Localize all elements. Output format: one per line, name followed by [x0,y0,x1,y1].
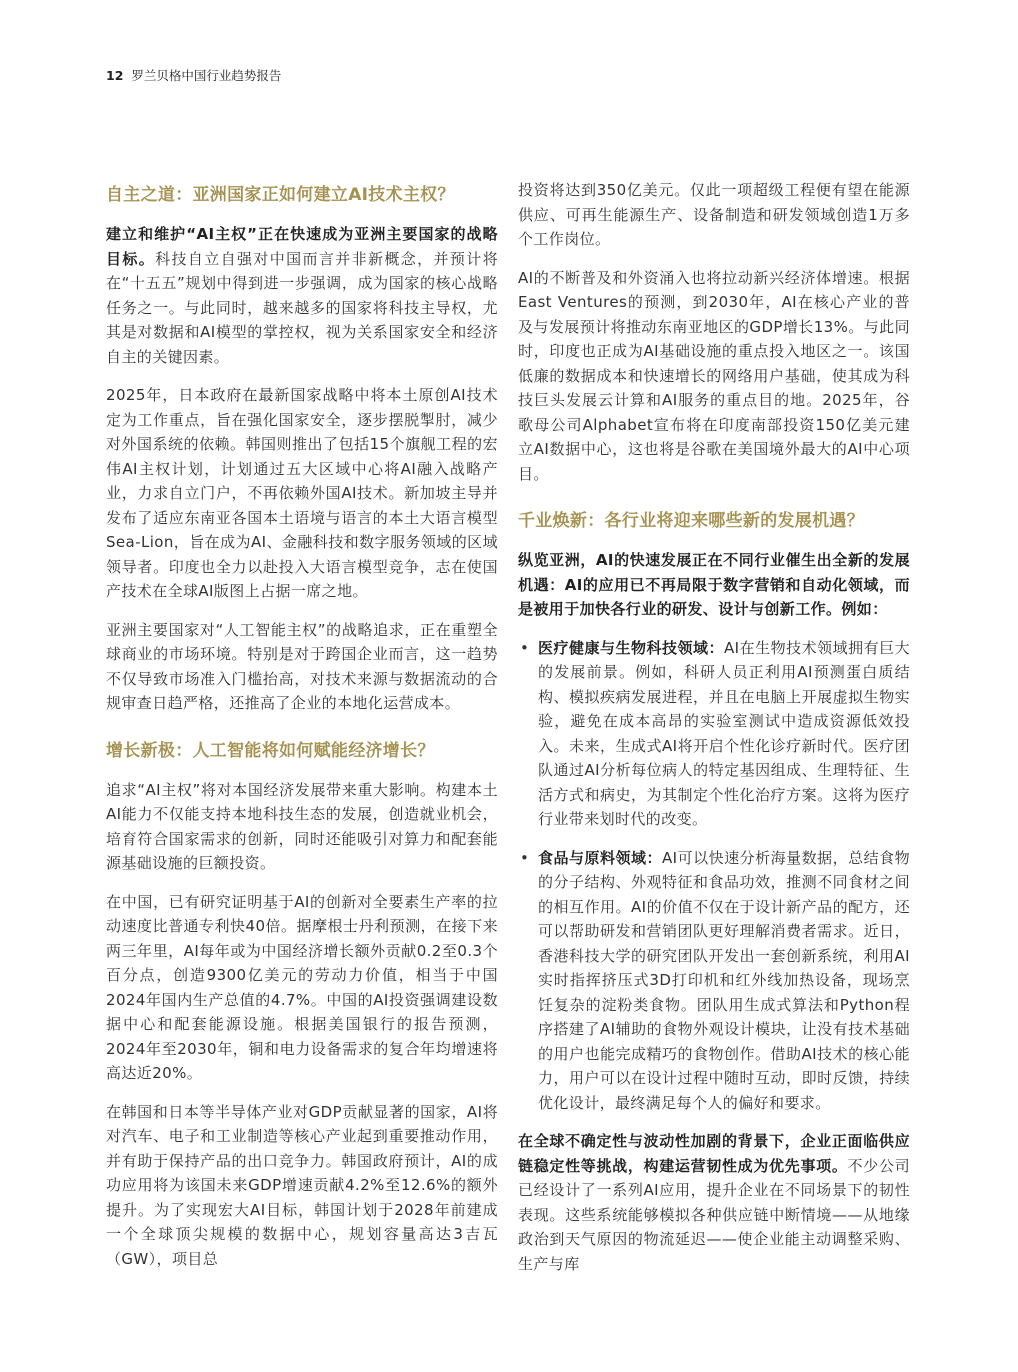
paragraph: 在韩国和日本等半导体产业对GDP贡献显著的国家，AI将对汽车、电子和工业制造等核心产业起到重要推动作用，并有助于保持产品的出口竞争力。韩国政府预计，AI的成功应用将为该国未来GDP增速贡献4.2%至12.6%的额外提升。为了实现宏大AI目标，韩国计划于2028年前建成一个全球顶尖规模的数据中心，规划容量高达3吉瓦（GW），项目总 [106,1102,498,1268]
bullet-icon: • [520,848,530,867]
paragraph: 在全球不确定性与波动性加剧的背景下，企业正面临供应链稳定性等挑战，构建运营韧性成为优先事项。不少公司已经设计了一系列AI应用，提升企业在不同场景下的韧性表现。这些系统能够模拟各种供应链中断情境——从地缘政治到天气原因的物流延迟——使企业能主动调整采购、生产与库 [518,1132,910,1273]
paragraph: AI的不断普及和外资涌入也将拉动新兴经济体增速。根据East Ventures的预测，到2030年，AI在核心产业的普及与发展预计将推动东南亚地区的GDP增长13%。与此同时，印度也正成为AI基础设施的重点投入地区之一。该国低廉的数据成本和快速增长的网络用户基础，使其成为科技巨头发展云计算和AI服务的重点目的地。2025年，谷歌母公司Alphabet宣布将在印度南部投资150亿美元建立AI数据中心，这也将是谷歌在美国境外最大的AI中心项目。 [518,268,910,483]
list-item-title: 医疗健康与生物科技领域： [538,638,724,657]
bullet-icon: • [520,638,530,657]
list-item-text: AI在生物技术领域拥有巨大的发展前景。例如，科研人员正利用AI预测蛋白质结构、模拟疾病发展进程，并且在电脑上开展虚拟生物实验，避免在成本高昂的实验室测试中造成资源低效投入。未来，生成式AI将开启个性化诊疗新时代。医疗团队通过AI分析每位病人的特定基因组成、生理特征、生活方式和病史，为其制定个性化治疗方案。这将为医疗行业带来划时代的改变。 [538,638,910,828]
list-item-title: 食品与原料领域： [538,848,662,867]
list-item [518,636,910,832]
paragraph-lead: 建立和维护“AI主权”正在快速成为亚洲主要国家的战略目标。 [106,225,498,268]
bullet-list [518,636,910,1116]
paragraph: 亚洲主要国家对“人工智能主权”的战略追求，正在重塑全球商业的市场环境。特别是对于跨国企业而言，这一趋势不仅导致市场准入门槛抬高，对技术来源与数据流动的合规审查日趋严格，还推高了企业的本地化运营成本。 [106,620,498,712]
section-heading-ai-sovereignty: 自主之道：亚洲国家正如何建立AI技术主权？ [106,185,455,205]
page-header [106,66,281,84]
paragraph: 投资将达到350亿美元。仅此一项超级工程便有望在能源供应、可再生能源生产、设备制造和研发领域创造1万多个工作岗位。 [518,181,910,248]
report-title: 罗兰贝格中国行业趋势报告 [131,68,282,83]
paragraph: 追求“AI主权”将对本国经济发展带来重大影响。构建本土AI能力不仅能支持本地科技生态的发展，创造就业机会，培育符合国家需求的创新，同时还能吸引对算力和配套能源基础设施的巨额投资。 [106,780,498,872]
page-number: 12 [106,68,124,83]
paragraph: 在中国，已有研究证明基于AI的创新对全要素生产率的拉动速度比普通专利快40倍。据摩根士丹利预测，在接下来两三年里，AI每年或为中国经济增长额外贡献0.2至0.3个百分点，创造9300亿美元的劳动力价值，相当于中国2024年国内生产总值的4.7%。中国的AI投资强调建设数据中心和配套能源设施。根据美国银行的报告预测，2024年至2030年，铜和电力设备需求的复合年均增速将高达近20%。 [106,892,498,1082]
paragraph-lead: 纵览亚洲，AI的快速发展正在不同行业催生出全新的发展机遇：AI的应用已不再局限于数字营销和自动化领域，而是被用于加快各行业的研发、设计与创新工作。例如： [518,551,910,618]
list-item-text: AI可以快速分析海量数据，总结食物的分子结构、外观特征和食品功效，推测不同食材之间的相互作用。AI的价值不仅在于设计新产品的配方，还可以帮助研发和营销团队更好理解消费者需求。近日，香港科技大学的研究团队开发出一套创新系统，利用AI实时指挥挤压式3D打印机和红外线加热设备，现场烹饪复杂的淀粉类食物。团队用生成式算法和Python程序搭建了AI辅助的食物外观设计模块，让没有技术基础的用户也能完成精巧的食物创作。借助AI技术的核心能力，用户可以在设计过程中随时互动，即时反馈，持续优化设计，最终满足每个人的偏好和要求。 [538,848,910,1112]
left-column [106,180,498,1285]
paragraph-lead: 在全球不确定性与波动性加剧的背景下，企业正面临供应链稳定性等挑战，构建运营韧性成为优先事项。 [518,1132,910,1175]
paragraph: 建立和维护“AI主权”正在快速成为亚洲主要国家的战略目标。科技自立自强对中国而言并非新概念，并预计将在“十五五”规划中得到进一步强调，成为国家的核心战略任务之一。与此同时，越来越多的国家将科技主导权，尤其是对数据和AI模型的掌控权，视为关系国家安全和经济自主的关键因素。 [106,225,498,366]
section-heading-industry-opportunities: 千业焕新：各行业将迎来哪些新的发展机遇？ [518,511,864,531]
section-heading-economic-growth: 增长新极：人工智能将如何赋能经济增长？ [106,740,435,761]
list-item [518,846,910,1116]
paragraph [518,548,910,622]
paragraph: 2025年，日本政府在最新国家战略中将本土原创AI技术定为工作重点，旨在强化国家安全，逐步摆脱掣肘，减少对外国系统的依赖。韩国则推出了包括15个旗舰工程的宏伟AI主权计划，计划通过五大区域中心将AI融入战略产业，力求自立门户，不再依赖外国AI技术。新加坡主导并发布了适应东南亚各国本土语境与语言的本土大语言模型Sea-Lion，旨在成为AI、金融科技和数字服务领域的区域领导者。印度也全力以赴投入大语言模型竞争，志在使国产技术在全球AI版图上占据一席之地。 [106,386,498,600]
right-column [518,180,910,1290]
